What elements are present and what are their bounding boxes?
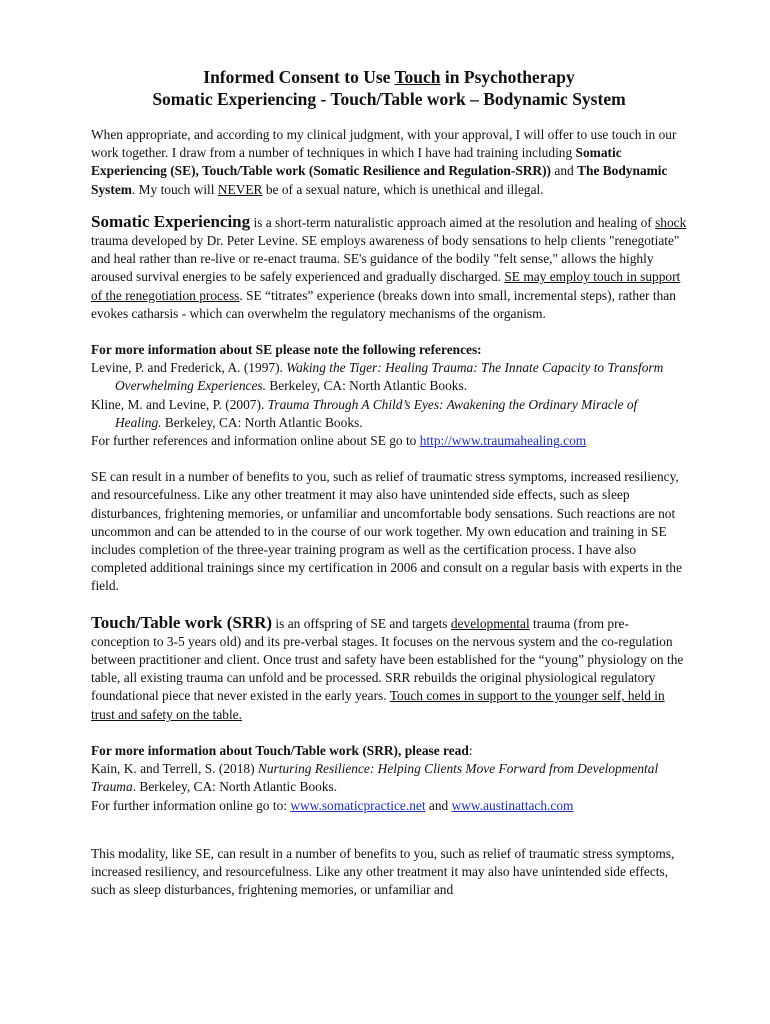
document-page [91,66,687,899]
srr-reference-1: Kain, K. and Terrell, S. (2018) Nurturing Resilience: Helping Clients Move Forward from Developmental Trauma. Berkeley, CA: North Atlantic Books. [91,761,659,795]
se-shock: shock [655,214,687,230]
document-title [91,66,687,110]
somaticpractice-link[interactable]: www.somaticpractice.net [290,797,426,813]
intro-never: NEVER [217,181,263,197]
se-references [91,341,687,450]
intro-text-3: . My touch will [131,181,218,197]
intro-text-4: be of a sexual nature, which is unethical and illegal. [262,181,544,197]
se-online-line: For further references and information online about SE go to http://www.traumahealing.com [91,433,587,449]
title-line1-pre: Informed Consent to Use [203,67,395,87]
srr-benefits-paragraph: This modality, like SE, can result in a number of benefits to you, such as relief of traumatic stress symptoms, increased resiliency, and resourcefulness. Like any other treatment it may also have unintended side effects, such as sleep disturbances, frightening memories, or unfamiliar and [91,845,675,898]
srr-text-1: is an offspring of SE and targets [272,615,451,631]
se-text-1: is a short-term naturalistic approach aimed at the resolution and healing of [250,214,656,230]
srr-text-2: trauma (from pre-conception to 3-5 years old) and its pre-verbal stages. It focuses on the nervous system and the co-regulation between practitioner and client. Once trust and safety have been established for the “young” physiology on the table, all existing trauma can unfold and be processed. SRR rebuilds the original physiological regulatory foundational piece that never existed in the early years. [91,615,684,704]
se-text-3: . SE “titrates” experience (breaks down into small, incremental steps), rather than evokes catharsis - which can overwhelm the regulatory mechanisms of the organism. [91,287,676,321]
se-benefits-paragraph: SE can result in a number of benefits to you, such as relief of traumatic stress symptoms, increased resiliency, and resourcefulness. Like any other treatment it may also have unintended side effects, such as sleep disturbances, frightening memories, or unfamiliar and uncomfortable body sensations. Such reactions are not uncommon and can be attended to in the course of our work together. My own education and training in SE includes completion of the three-year training program as well as the certification process. I have also completed additional trainings since my certification in 2006 and consult on a regular basis with experts in the field. [91,469,682,594]
document-subtitle: Somatic Experiencing - Touch/Table work – Bodynamic System [152,89,626,109]
title-touch-word: Touch [394,67,441,87]
se-paragraph [91,213,687,323]
srr-references-heading: For more information about Touch/Table work (SRR), please read: [91,742,473,758]
srr-references [91,742,687,815]
title-line1-post: in Psychotherapy [440,67,575,87]
se-touch-support: SE may employ touch in support of the renegotiation process [91,269,681,303]
srr-paragraph [91,614,687,724]
intro-bold-bodynamic: The Bodynamic System [91,163,668,197]
se-text-2: trauma developed by Dr. Peter Levine. SE employs awareness of body sensations to help clients "renegotiate" and heal rather than re-live or re-enact trauma. SE's guidance of the bodily "felt sense," allows the highly aroused survival energies to be safely experienced and gradually discharged. [91,233,680,285]
intro-text-2: and [551,163,578,179]
srr-touch-support: Touch comes in support to the younger self, held in trust and safety on the table. [91,688,665,722]
se-reference-1: Levine, P. and Frederick, A. (1997). Waking the Tiger: Healing Trauma: The Innate Capacity to Transform Overwhelming Experiences. Berkeley, CA: North Atlantic Books. [91,360,664,394]
intro-text-1: When appropriate, and according to my clinical judgment, with your approval, I will offer to use touch in our work together. I draw from a number of techniques in which I have had training including [91,127,677,161]
srr-heading: Touch/Table work (SRR) [91,612,273,632]
intro-paragraph [91,126,687,199]
se-references-heading: For more information about SE please note the following references: [91,342,482,358]
se-reference-2: Kline, M. and Levine, P. (2007). Trauma Through A Child’s Eyes: Awakening the Ordinary Miracle of Healing. Berkeley, CA: North Atlantic Books. [91,396,638,430]
austinattach-link[interactable]: www.austinattach.com [451,797,574,813]
srr-developmental: developmental [450,615,530,631]
intro-bold-techniques: Somatic Experiencing (SE), Touch/Table work (Somatic Resilience and Regulation-SRR)) [91,145,622,179]
srr-online-line: For further information online go to: www.somaticpractice.net and www.austinattach.com [91,797,574,813]
se-heading: Somatic Experiencing [91,211,251,231]
traumahealing-link[interactable]: http://www.traumahealing.com [419,433,587,449]
